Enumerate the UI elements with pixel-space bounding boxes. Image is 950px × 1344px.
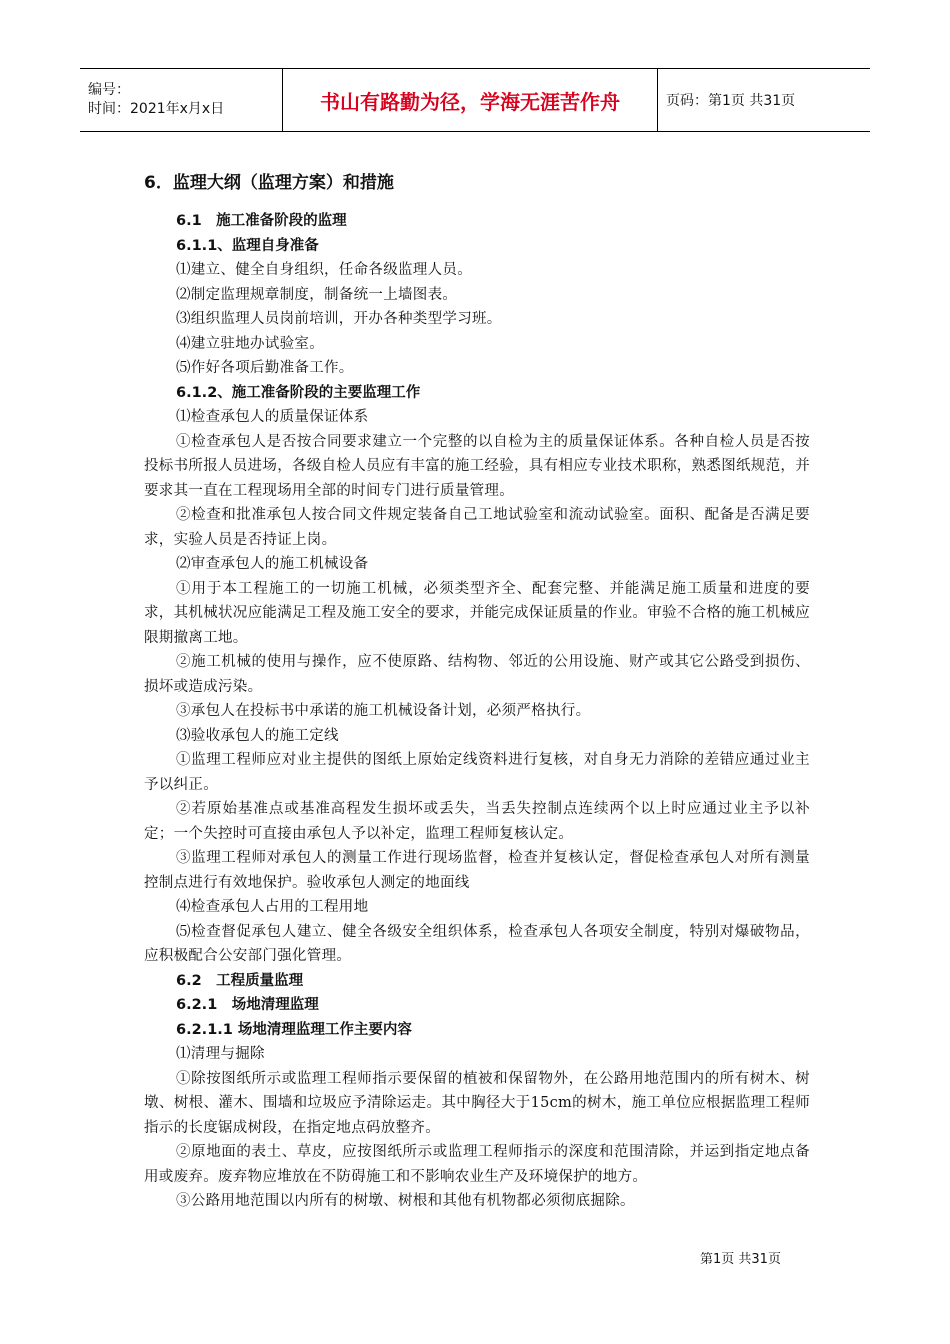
paragraph: ⑸检查督促承包人建立、健全各级安全组织体系，检查承包人各项安全制度，特别对爆破物品，应积极配合公安部门强化管理。 <box>144 923 810 964</box>
paragraph: ②施工机械的使用与操作，应不使原路、结构物、邻近的公用设施、财产或其它公路受到损伤、损坏或造成污染。 <box>144 654 810 695</box>
paragraph: ②检查和批准承包人按合同文件规定装备自己工地试验室和流动试验室。面积、配备是否满足要求，实验人员是否持证上岗。 <box>144 507 810 548</box>
subsection-heading: 6.1.1、监理自身准备 <box>176 237 319 254</box>
paragraph: ⑵审查承包人的施工机械设备 <box>176 556 369 572</box>
paragraph: ⑵制定监理规章制度，制备统一上墙图表。 <box>176 286 458 303</box>
paragraph: ⑷检查承包人占用的工程用地 <box>176 899 369 915</box>
subsection-heading: 6.2.1.1 场地清理监理工作主要内容 <box>176 1021 412 1038</box>
paragraph: ⑴清理与掘除 <box>176 1046 265 1062</box>
paragraph: ①监理工程师应对业主提供的图纸上原始定线资料进行复核，对自身无力消除的差错应通过业主予以纠正。 <box>144 752 810 793</box>
paragraph: ⑴建立、健全自身组织，任命各级监理人员。 <box>176 262 472 278</box>
paragraph: ⑴检查承包人的质量保证体系 <box>176 409 369 425</box>
page-header <box>80 68 870 132</box>
paragraph: ⑸作好各项后勤准备工作。 <box>176 360 354 376</box>
header-meta <box>80 69 282 131</box>
paragraph: ③公路用地范围以内所有的树墩、树根和其他有机物都必须彻底掘除。 <box>176 1193 635 1209</box>
document-body <box>144 168 810 1214</box>
header-motto: 书山有路勤为径，学海无涯苦作舟 <box>282 69 658 131</box>
paragraph: ①检查承包人是否按合同要求建立一个完整的以自检为主的质量保证体系。各种自检人员是否按投标书所报人员进场，各级自检人员应有丰富的施工经验，具有相应专业技术职称，熟悉图纸规范，并要求其一直在工程现场用全部的时间专门进行质量管理。 <box>144 433 810 499</box>
paragraph: ②若原始基准点或基准高程发生损坏或丢失，当丢失控制点连续两个以上时应通过业主予以补定；一个失控时可直接由承包人予以补定，监理工程师复核认定。 <box>144 801 810 842</box>
subsection-heading: 6.1.2、施工准备阶段的主要监理工作 <box>176 384 421 401</box>
paragraph: ③监理工程师对承包人的测量工作进行现场监督，检查并复核认定，督促检查承包人对所有测量控制点进行有效地保护。验收承包人测定的地面线 <box>144 850 810 891</box>
header-page-number: 页码：第1页 共31页 <box>666 93 796 109</box>
body-lines <box>144 209 810 1214</box>
paragraph: ⑷建立驻地办试验室。 <box>176 335 324 352</box>
document-time-label: 时间：2021年x月x日 <box>88 101 225 117</box>
paragraph: ③承包人在投标书中承诺的施工机械设备计划，必须严格执行。 <box>176 703 591 719</box>
paragraph: ①除按图纸所示或监理工程师指示要保留的植被和保留物外，在公路用地范围内的所有树木、树墩、树根、灌木、围墙和垃圾应予清除运走。其中胸径大于15cm的树木，施工单位应根据监理工程师指示的长度锯成树段，在指定地点码放整齐。 <box>144 1070 810 1136</box>
subsection-heading: 6.2 工程质量监理 <box>176 972 304 989</box>
subsection-heading: 6.1 施工准备阶段的监理 <box>176 213 347 229</box>
paragraph: ②原地面的表土、草皮，应按图纸所示或监理工程师指示的深度和范围清除，并运到指定地点备用或废弃。废弃物应堆放在不防碍施工和不影响农业生产及环境保护的地方。 <box>144 1144 810 1185</box>
paragraph: ⑶验收承包人的施工定线 <box>176 727 339 744</box>
subsection-heading: 6.2.1 场地清理监理 <box>176 997 319 1013</box>
paragraph: ①用于本工程施工的一切施工机械，必须类型齐全、配套完整、并能满足施工质量和进度的要求，其机械状况应能满足工程及施工安全的要求，并能完成保证质量的作业。审验不合格的施工机械应限期撤离工地。 <box>144 580 810 646</box>
page-footer: 第1页 共31页 <box>700 1252 781 1267</box>
document-number-label: 编号： <box>88 82 130 98</box>
section-title: 6．监理大纲（监理方案）和措施 <box>144 173 394 193</box>
paragraph: ⑶组织监理人员岗前培训，开办各种类型学习班。 <box>176 311 502 327</box>
